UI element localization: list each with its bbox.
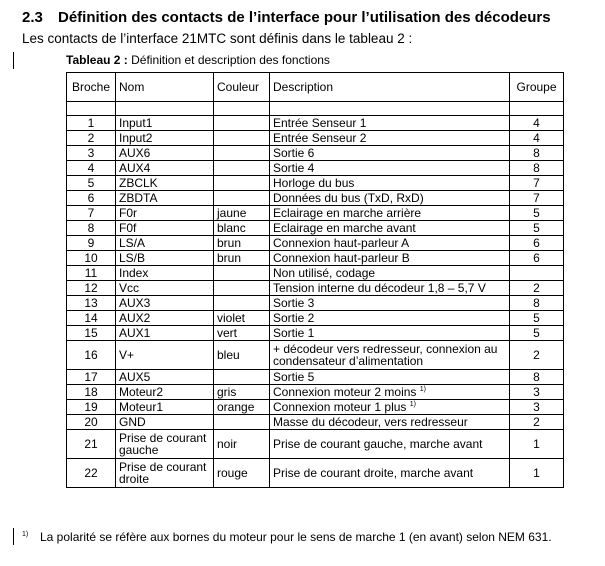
cell-description: Connexion haut-parleur A [270, 236, 510, 251]
cell-couleur [214, 146, 270, 161]
cell-groupe: 2 [510, 341, 564, 370]
cell-description: Tension interne du décodeur 1,8 – 5,7 V [270, 281, 510, 296]
cell-nom: Moteur2 [116, 385, 214, 400]
cell-nom: Vcc [116, 281, 214, 296]
table-row [67, 146, 564, 161]
cell-nom: Prise de courant droite [116, 459, 214, 488]
table-row [67, 251, 564, 266]
cell-description: Entrée Senseur 1 [270, 116, 510, 131]
cell-couleur [214, 191, 270, 206]
cell-description: Horloge du bus [270, 176, 510, 191]
table-row [67, 161, 564, 176]
cell-groupe: 8 [510, 161, 564, 176]
cell-nom: LS/B [116, 251, 214, 266]
cell-description: Masse du décodeur, vers redresseur [270, 415, 510, 430]
cell-description: Sortie 5 [270, 370, 510, 385]
spacer-cell [214, 102, 270, 116]
cell-description: Sortie 6 [270, 146, 510, 161]
footnote [22, 530, 552, 544]
section-number: 2.3 [22, 9, 43, 26]
table-row [67, 370, 564, 385]
cell-nom: AUX6 [116, 146, 214, 161]
cell-couleur: vert [214, 326, 270, 341]
cell-couleur [214, 370, 270, 385]
cell-broche: 17 [67, 370, 116, 385]
cell-nom: Input2 [116, 131, 214, 146]
section-heading [22, 9, 551, 26]
cell-groupe: 5 [510, 221, 564, 236]
spacer-cell [510, 102, 564, 116]
cell-broche: 4 [67, 161, 116, 176]
table-row [67, 131, 564, 146]
cell-nom: F0f [116, 221, 214, 236]
table-row [67, 415, 564, 430]
cell-groupe: 6 [510, 236, 564, 251]
cell-description: Eclairage en marche arrière [270, 206, 510, 221]
cell-description: Sortie 2 [270, 311, 510, 326]
table-row [67, 400, 564, 415]
cell-couleur [214, 415, 270, 430]
cell-couleur: noir [214, 430, 270, 459]
cell-nom: ZBDTA [116, 191, 214, 206]
cell-nom: AUX3 [116, 296, 214, 311]
cell-groupe: 1 [510, 459, 564, 488]
cell-groupe: 3 [510, 385, 564, 400]
cell-broche: 6 [67, 191, 116, 206]
cell-description: Données du bus (TxD, RxD) [270, 191, 510, 206]
cell-description: Sortie 1 [270, 326, 510, 341]
cell-couleur: brun [214, 236, 270, 251]
section-title: Définition des contacts de l’interface pour l’utilisation des décodeurs [58, 9, 551, 26]
cell-couleur: rouge [214, 459, 270, 488]
cell-description: Entrée Senseur 2 [270, 131, 510, 146]
cell-broche: 18 [67, 385, 116, 400]
contacts-table [66, 72, 564, 488]
cell-broche: 8 [67, 221, 116, 236]
cell-broche: 14 [67, 311, 116, 326]
cell-description: Connexion moteur 2 moins $^{1)}$ [270, 385, 510, 400]
section-intro: Les contacts de l’interface 21MTC sont définis dans le tableau 2 : [22, 31, 413, 46]
table-row [67, 266, 564, 281]
footnote-ref: 1) [419, 386, 426, 393]
spacer-cell [67, 102, 116, 116]
cell-groupe: 5 [510, 206, 564, 221]
header-groupe: Groupe [510, 73, 564, 102]
cell-nom: AUX1 [116, 326, 214, 341]
cell-broche: 21 [67, 430, 116, 459]
cell-couleur [214, 131, 270, 146]
cell-groupe: 5 [510, 326, 564, 341]
cell-couleur [214, 116, 270, 131]
cell-description: Sortie 4 [270, 161, 510, 176]
table-caption-text: Définition et description des fonctions [127, 53, 330, 67]
cell-groupe: 2 [510, 415, 564, 430]
cell-couleur [214, 161, 270, 176]
cell-broche: 22 [67, 459, 116, 488]
cell-couleur: bleu [214, 341, 270, 370]
cell-nom: GND [116, 415, 214, 430]
table-caption [66, 53, 330, 67]
table-spacer-row [67, 102, 564, 116]
cell-couleur: gris [214, 385, 270, 400]
header-broche: Broche [67, 73, 116, 102]
table-row [67, 221, 564, 236]
cell-nom: AUX2 [116, 311, 214, 326]
cell-couleur [214, 266, 270, 281]
cell-broche: 9 [67, 236, 116, 251]
cell-nom: Moteur1 [116, 400, 214, 415]
spacer-cell [116, 102, 214, 116]
cell-couleur: violet [214, 311, 270, 326]
header-nom: Nom [116, 73, 214, 102]
cell-couleur [214, 176, 270, 191]
table-row [67, 311, 564, 326]
cell-broche: 12 [67, 281, 116, 296]
cell-nom: AUX4 [116, 161, 214, 176]
cell-groupe: 1 [510, 430, 564, 459]
header-couleur: Couleur [214, 73, 270, 102]
cell-description: Non utilisé, codage [270, 266, 510, 281]
cell-groupe: 6 [510, 251, 564, 266]
cell-broche: 20 [67, 415, 116, 430]
cell-broche: 7 [67, 206, 116, 221]
cell-couleur: jaune [214, 206, 270, 221]
table-row [67, 385, 564, 400]
cell-couleur: orange [214, 400, 270, 415]
header-description: Description [270, 73, 510, 102]
cell-groupe: 4 [510, 131, 564, 146]
change-bar [13, 52, 14, 69]
table-header-row [67, 73, 564, 102]
cell-broche: 1 [67, 116, 116, 131]
cell-broche: 15 [67, 326, 116, 341]
table-row [67, 116, 564, 131]
cell-description: Prise de courant gauche, marche avant [270, 430, 510, 459]
table-row [67, 326, 564, 341]
table-row [67, 341, 564, 370]
footnote-marker: 1) [22, 531, 29, 538]
cell-description: Prise de courant droite, marche avant [270, 459, 510, 488]
cell-nom: Prise de courant gauche [116, 430, 214, 459]
table-caption-label: Tableau 2 : [66, 53, 128, 67]
footnote-ref: 1) [409, 401, 416, 408]
cell-groupe: 3 [510, 400, 564, 415]
table-row [67, 206, 564, 221]
cell-groupe [510, 266, 564, 281]
table-row [67, 236, 564, 251]
change-bar [13, 528, 14, 545]
cell-couleur [214, 281, 270, 296]
cell-broche: 16 [67, 341, 116, 370]
cell-description: Eclairage en marche avant [270, 221, 510, 236]
cell-couleur: blanc [214, 221, 270, 236]
cell-nom: ZBCLK [116, 176, 214, 191]
cell-groupe: 8 [510, 146, 564, 161]
cell-broche: 13 [67, 296, 116, 311]
cell-description: Connexion moteur 1 plus $^{1)}$ [270, 400, 510, 415]
cell-description: Sortie 3 [270, 296, 510, 311]
cell-couleur: brun [214, 251, 270, 266]
cell-groupe: 5 [510, 311, 564, 326]
cell-nom: F0r [116, 206, 214, 221]
cell-couleur [214, 296, 270, 311]
cell-broche: 10 [67, 251, 116, 266]
cell-groupe: 2 [510, 281, 564, 296]
cell-nom: Input1 [116, 116, 214, 131]
cell-nom: Index [116, 266, 214, 281]
cell-broche: 5 [67, 176, 116, 191]
cell-groupe: 7 [510, 191, 564, 206]
table-row [67, 296, 564, 311]
cell-broche: 3 [67, 146, 116, 161]
cell-nom: LS/A [116, 236, 214, 251]
cell-broche: 2 [67, 131, 116, 146]
cell-nom: V+ [116, 341, 214, 370]
cell-description: + décodeur vers redresseur, connexion au condensateur d’alimentation [270, 341, 510, 370]
table-row [67, 191, 564, 206]
table-row [67, 281, 564, 296]
cell-groupe: 8 [510, 370, 564, 385]
cell-groupe: 7 [510, 176, 564, 191]
table-row [67, 176, 564, 191]
cell-nom: AUX5 [116, 370, 214, 385]
table-row [67, 430, 564, 459]
spacer-cell [270, 102, 510, 116]
cell-description: Connexion haut-parleur B [270, 251, 510, 266]
cell-broche: 19 [67, 400, 116, 415]
cell-groupe: 8 [510, 296, 564, 311]
cell-groupe: 4 [510, 116, 564, 131]
footnote-text: La polarité se réfère aux bornes du moteur pour le sens de marche 1 (en avant) selon NEM 631. [40, 530, 552, 544]
cell-broche: 11 [67, 266, 116, 281]
table-row [67, 459, 564, 488]
